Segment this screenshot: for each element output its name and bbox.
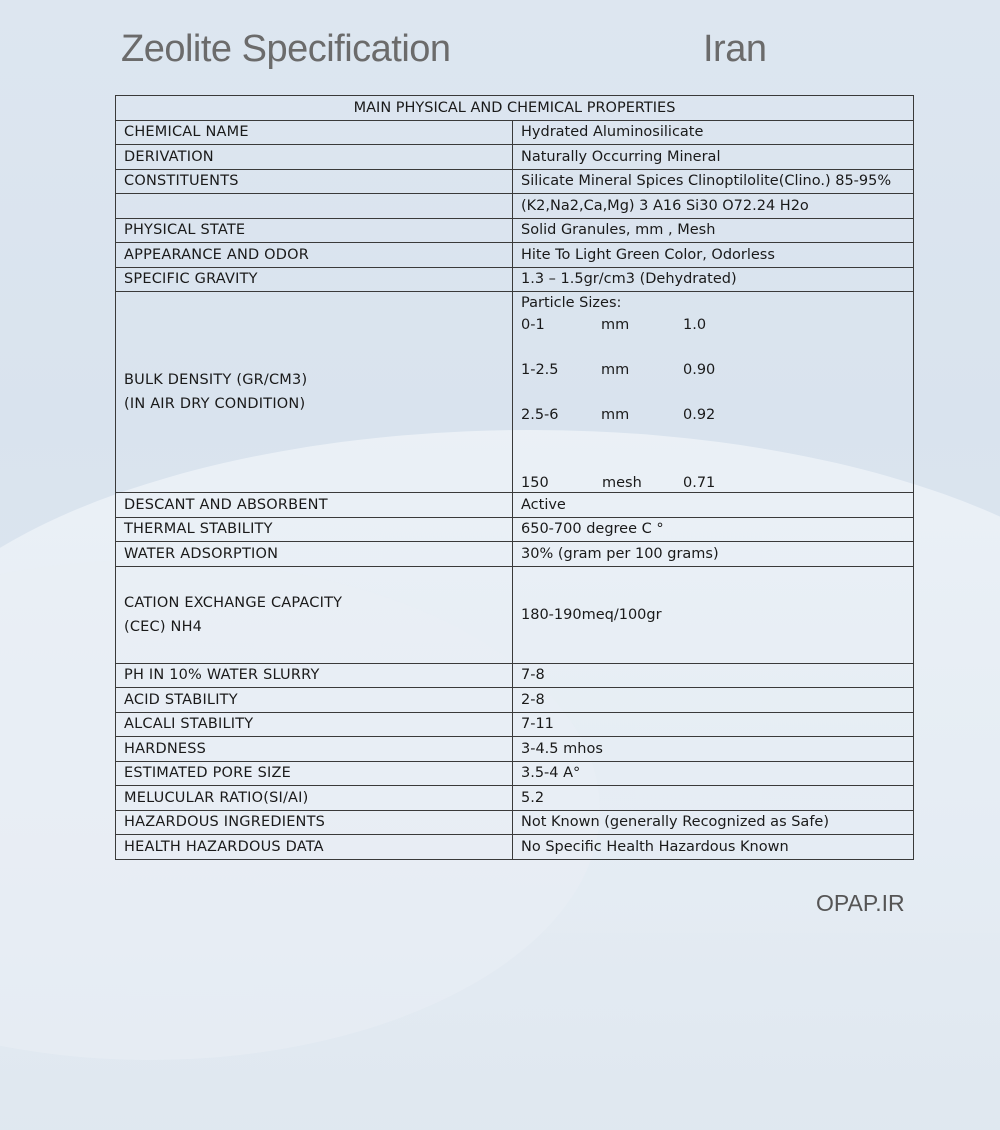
- property-value: Solid Granules, mm , Mesh: [513, 218, 914, 243]
- table-row: [116, 688, 914, 713]
- particle-sizes-label: Particle Sizes:: [521, 295, 622, 311]
- document-title: Zeolite Specification: [121, 28, 451, 70]
- property-name: HARDNESS: [116, 737, 513, 762]
- table-row: [116, 267, 914, 292]
- property-value: No Specific Health Hazardous Known: [513, 835, 914, 860]
- bulk-density-label: [116, 292, 513, 493]
- property-name: DERIVATION: [116, 145, 513, 170]
- cec-row: [116, 566, 914, 663]
- particle-sizes-block: [521, 292, 905, 490]
- property-name: PH IN 10% WATER SLURRY: [116, 663, 513, 688]
- table-row: [116, 835, 914, 860]
- property-value: Hydrated Aluminosilicate: [513, 120, 914, 145]
- table-row: [116, 737, 914, 762]
- particle-unit: mm: [601, 362, 630, 378]
- table-row: [116, 493, 914, 518]
- table-row: [116, 218, 914, 243]
- cec-value: 180-190meq/100gr: [513, 566, 914, 663]
- property-value: 30% (gram per 100 grams): [513, 542, 914, 567]
- country-label: Iran: [703, 28, 767, 70]
- property-value: 5.2: [513, 786, 914, 811]
- property-value: 2-8: [513, 688, 914, 713]
- property-value: (K2,Na2,Ca,Mg) 3 A16 Si30 O72.24 H2o: [513, 194, 914, 219]
- particle-density: 0.71: [683, 475, 716, 491]
- table-row: [116, 786, 914, 811]
- particle-unit: mm: [601, 407, 630, 423]
- property-value: 7-11: [513, 712, 914, 737]
- particle-density: 1.0: [683, 317, 707, 333]
- property-value: 7-8: [513, 663, 914, 688]
- table-row: [116, 194, 914, 219]
- particle-size: 150: [521, 475, 549, 491]
- particle-density: 0.92: [683, 407, 716, 423]
- particle-unit: mesh: [602, 475, 642, 491]
- property-name: HEALTH HAZARDOUS DATA: [116, 835, 513, 860]
- property-value: Active: [513, 493, 914, 518]
- property-name: SPECIFIC GRAVITY: [116, 267, 513, 292]
- property-name: PHYSICAL STATE: [116, 218, 513, 243]
- bulk-density-values: [513, 292, 914, 493]
- table-row: [116, 663, 914, 688]
- table-row: [116, 517, 914, 542]
- property-name: ESTIMATED PORE SIZE: [116, 761, 513, 786]
- cec-label-line1: CATION EXCHANGE CAPACITY: [124, 594, 343, 611]
- footer-watermark: OPAP.IR: [816, 890, 905, 916]
- particle-unit: mm: [601, 317, 630, 333]
- property-value: 650-700 degree C °: [513, 517, 914, 542]
- properties-table: [115, 95, 914, 860]
- property-value: 3.5-4 A°: [513, 761, 914, 786]
- property-name: CHEMICAL NAME: [116, 120, 513, 145]
- property-value: 3-4.5 mhos: [513, 737, 914, 762]
- property-value: 1.3 – 1.5gr/cm3 (Dehydrated): [513, 267, 914, 292]
- bulk-density-label-line2: (IN AIR DRY CONDITION): [124, 396, 306, 412]
- table-row: [116, 243, 914, 268]
- bulk-density-row: [116, 292, 914, 493]
- property-name: APPEARANCE AND ODOR: [116, 243, 513, 268]
- property-name: WATER ADSORPTION: [116, 542, 513, 567]
- table-row: [116, 712, 914, 737]
- property-name: CONSTITUENTS: [116, 169, 513, 194]
- table-heading: MAIN PHYSICAL AND CHEMICAL PROPERTIES: [116, 96, 914, 121]
- property-name: HAZARDOUS INGREDIENTS: [116, 810, 513, 835]
- property-name: ALCALI STABILITY: [116, 712, 513, 737]
- property-value: Hite To Light Green Color, Odorless: [513, 243, 914, 268]
- table-row: [116, 169, 914, 194]
- property-name: [116, 194, 513, 219]
- cec-label: [116, 566, 513, 663]
- particle-size: 2.5-6: [521, 407, 559, 423]
- bulk-density-label-line1: BULK DENSITY (GR/CM3): [124, 372, 308, 388]
- property-name: THERMAL STABILITY: [116, 517, 513, 542]
- property-value: Not Known (generally Recognized as Safe): [513, 810, 914, 835]
- table-heading-row: [116, 96, 914, 121]
- particle-size: 1-2.5: [521, 362, 559, 378]
- particle-size: 0-1: [521, 317, 545, 333]
- particle-density: 0.90: [683, 362, 716, 378]
- cec-label-line2: (CEC) NH4: [124, 618, 203, 635]
- property-name: DESCANT AND ABSORBENT: [116, 493, 513, 518]
- table-row: [116, 542, 914, 567]
- property-name: ACID STABILITY: [116, 688, 513, 713]
- property-value: Naturally Occurring Mineral: [513, 145, 914, 170]
- table-row: [116, 120, 914, 145]
- table-row: [116, 810, 914, 835]
- table-row: [116, 761, 914, 786]
- property-name: MELUCULAR RATIO(SI/AI): [116, 786, 513, 811]
- property-value: Silicate Mineral Spices Clinoptilolite(Clino.) 85-95%: [513, 169, 914, 194]
- table-row: [116, 145, 914, 170]
